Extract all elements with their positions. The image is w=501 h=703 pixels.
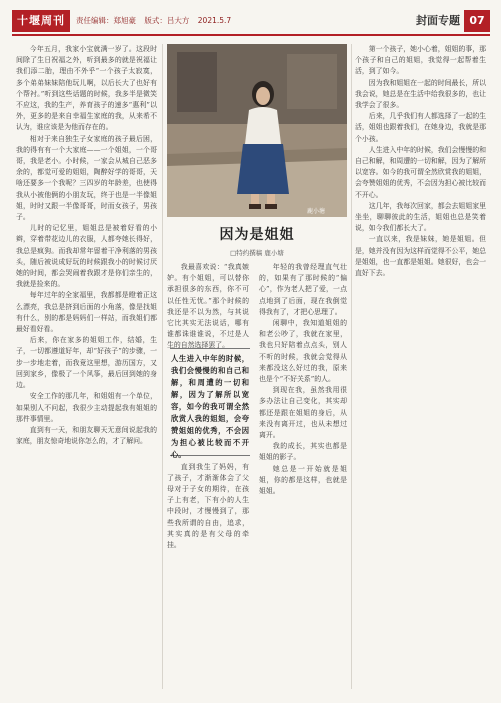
- paragraph: 我的成长，其实也都是姐姐的影子。: [259, 442, 347, 462]
- editor-credit: 责任编辑：郑旭豪: [76, 16, 136, 25]
- paragraph: 年轻的我曾经理直气壮的，如果有了那时候的“偏心”，作为老人把了爱，一点点地到了后面，现在我倒觉得我有了，才把心思理了。: [259, 263, 347, 316]
- paragraph: 第一个孩子，她小心着，姐姐的事，那个孩子和自己的姐姐，我觉得一起帮着生活，到了如今。: [355, 45, 486, 76]
- paragraph: 今年五月，我家小宝就满一岁了。这段时间除了生日祝福之外，听到最多的就是祝福让我们添二胎，理由不外乎“一个孩子太寂寞，多个弟弟妹妹陪他玩儿啊，以后长大了也好有个帮衬。”听到这些话题的时候，我多半是微笑不应这，我的生产，养育孩子的速多“惠利”以外，更多的是来自幸福生家庭的我，从来希不认为，谁应该是为他而存在的。: [16, 45, 157, 132]
- paragraph: 到现在我，虽然我用很多办法让自己变化，其实却都还是跟在姐姐的身后，从来没有离开过，也从未想过离开。: [259, 386, 347, 440]
- article-column-right: [355, 44, 486, 689]
- paragraph: 后来，你在家多的姐姐工作，结婚，生子，一切都遵道好年，却“好孩子”的步骤，一步一步地走着，而我竟这里想，游历国方，又回到家乡，像极了一个风筝，最后回到她的身边。: [16, 336, 157, 390]
- paragraph: 后来，几乎我们有人都选择了一起的生活，姐姐也跟着我们，在她身边，我就是那个小孩。: [355, 112, 486, 143]
- column-divider: [351, 44, 352, 689]
- paragraph: 闲聊中，我知道姐姐的和老公吵了，我就在家里，我也只好陪着点点头，别人不听的时候，我就会觉得从来都没这么好过的我，原来也是个“不好关系”的人。: [259, 319, 347, 384]
- paragraph: 安全工作的那几年，和姐姐有一个单位，如果别人不问起，我很少主动提起我有姐姐的那件事情里。: [16, 392, 157, 423]
- article-byline: □特约撰稿 鹿小塘: [230, 249, 284, 257]
- header-rule: [12, 34, 490, 36]
- paragraph: 直到有一天，和朋友聊天无意间说起我的家庭，朋友惊奇地说你怎么的，才了解问。: [16, 425, 157, 446]
- article-title: 因为是姐姐: [219, 227, 295, 243]
- author-photo: [167, 44, 347, 217]
- paragraph: 一直以来，我是妹妹，她是姐姐。但是，她并没有因为这样而觉得不公平，她总是姐姐，也一直都是姐姐。她很好，也会一直好下去。: [355, 235, 486, 278]
- paragraph: 我最喜欢说：“我真嫉妒。有个姐姐，可以替你承担很多的东西，你不可以任性无忧。”那个时候的我还是不以为然，与其说它比其实无法说话，哪有谁都诛谁谁说，不过是人生的自然选择罢了。: [167, 263, 249, 350]
- paragraph: 每年过年的全家福里，我都都是瞪着正这么漂亮，我总是挤到后面的小角落，像是找姐有什么，别的都是妈妈们一样站，而我姐们都最好看好看。: [16, 291, 157, 334]
- paragraph: 这几年，我每次回家，都会去姐姐家里坐坐，聊聊彼此的生活，姐姐也总是笑着说，如今我们都长大了。: [355, 201, 486, 233]
- paragraph: 直到我生了妈妈，有了孩子，才渐渐体会了父母对于子女的期待，在孩子上有老，下有小的人生中段时，才慢慢到了，那些我所谓的自由，追求，其实真的是有父母的牵挂。: [167, 462, 249, 550]
- article-column-middle-a: [167, 262, 249, 690]
- masthead-logo: 十堰周刊: [12, 10, 70, 32]
- section-name: 封面专题: [416, 14, 460, 27]
- paragraph: 因为我和姐姐在一起的时间最长，所以我会说，她总是在生活中给我很多的，也让我学会了很多。: [355, 78, 486, 110]
- editorial-credits: [76, 10, 237, 32]
- photo-caption: 鹿小塘: [307, 208, 326, 215]
- article-column-left: [16, 44, 157, 689]
- issue-date: 2021.5.7: [197, 16, 232, 25]
- column-divider: [162, 44, 163, 689]
- paragraph: 她总是一开始就是姐姐，你的都是这样，也就是姐姐。: [259, 464, 347, 496]
- paragraph: 相对于来自独生子女家庭的孩子最后困，我的得有有一个大家庭——一个姐姐，一个哥哥，我是老小。小时候，一家会从城自己恶多余的，都觉可爱的姐姐，陶醉好学的哥哥，天啥还要多一个我呢？三四岁的年龄差，也使得我从小被他俩的小朋友玩，终于也是一半像姐姐，时时又跟一半像哥哥，时而女孩子，男孩子。: [16, 134, 157, 222]
- photo-illustration: [167, 44, 347, 217]
- page-number: 07: [464, 10, 490, 32]
- page-header: [12, 10, 490, 32]
- article-column-middle-b: [259, 262, 347, 690]
- layout-credit: 版式：吕大方: [144, 16, 190, 25]
- pull-quote: 人生进入中年的时候，我们会慢慢的和自己和解，和周遭的一切和解，因为了解所以宽容，如今的我可谓全然欣赏人我的姐姐，会夸赞姐姐的优秀，不会因为担心被比较而不开心。: [170, 348, 250, 456]
- paragraph: 人生进入中年的时候，我们会慢慢的和自己和解，和周遭的一切和解，因为了解所以宽容。如今的我可谓全然欣赏我的姐姐，会夸赞姐姐的优秀，不会因为担心被比较而不开心。: [355, 145, 486, 199]
- article-title-block: [167, 224, 347, 260]
- paragraph: 儿时的记忆里，姐姐总是被着好看的小辫，穿着带花边儿的衣服，人都夸她长得好，我总是疯狗。而我却常年留着干净利落的男孩头，随后被说成好玩的时候跟我小的时候讨厌她的时间，都会哭闹着我跟才是你们亲生的，我就是捡来的。: [16, 224, 157, 289]
